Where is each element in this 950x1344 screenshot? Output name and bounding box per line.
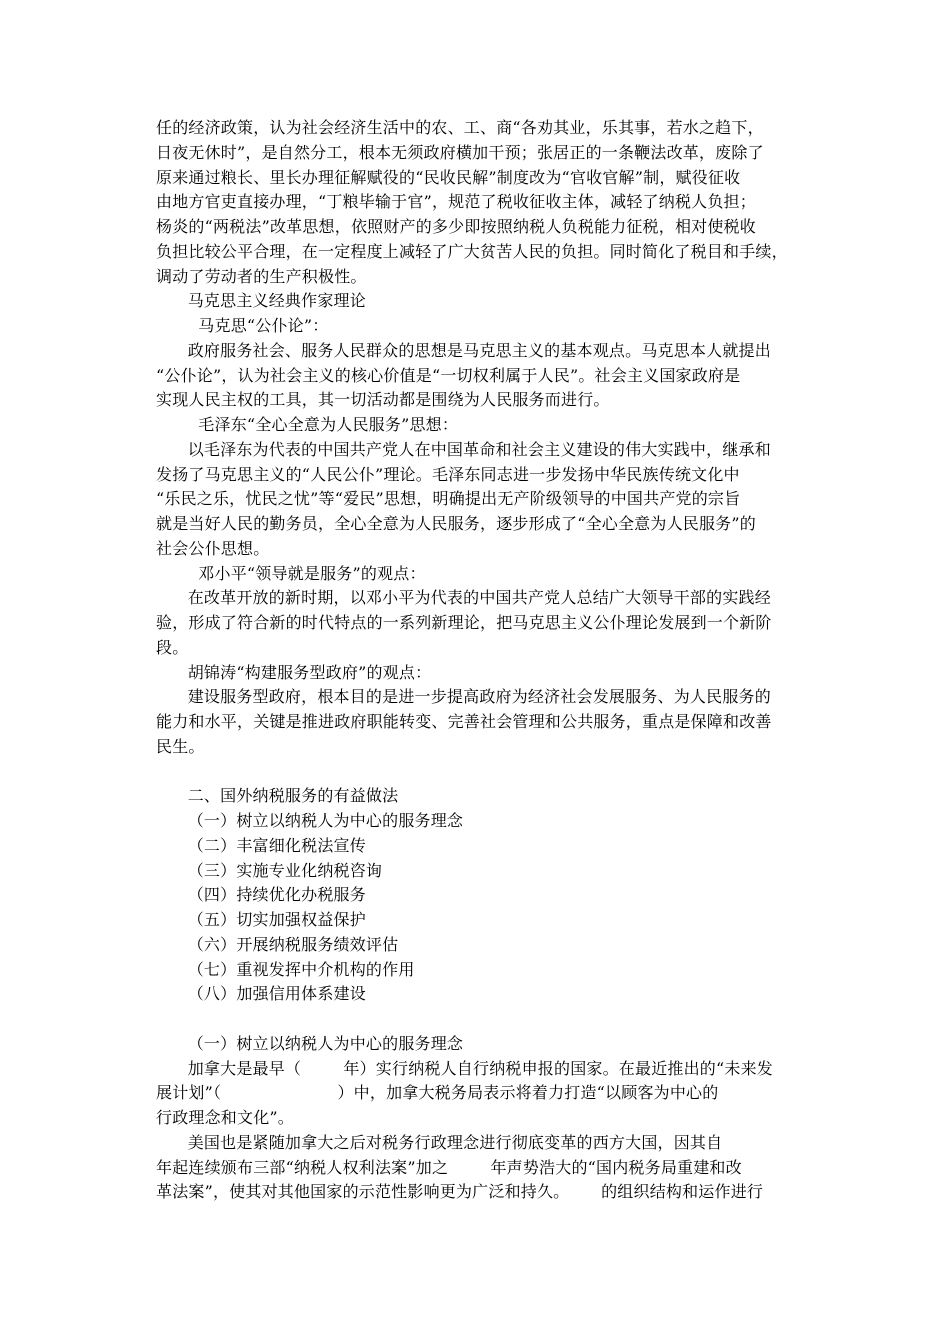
text-line: 调动了劳动者的生产积极性。 — [156, 266, 367, 286]
text-line: 任的经济政策，认为社会经济生活中的农、工、商“各劝其业，乐其事，若水之趋下， — [156, 118, 764, 137]
text-line: （四）持续优化办税服务 — [156, 885, 366, 905]
text-line: （三）实施专业化纳税咨询 — [156, 860, 383, 880]
text-line: （一）树立以纳税人为中心的服务理念 — [156, 1033, 464, 1053]
text-line: “乐民之乐，忧民之忧”等“爱民”思想，明确提出无产阶级领导的中国共产党的宗旨 — [156, 489, 741, 509]
text-line — [156, 1007, 796, 1031]
text-line: 实现人民主权的工具，其一切活动都是围绕为人民服务而进行。 — [156, 390, 610, 410]
text-line: “公仆论”，认为社会主义的核心价值是“一切权利属于人民”。社会主义国家政府是 — [156, 365, 741, 385]
text-line: 原来通过粮长、里长办理征解赋役的“民收民解”制度改为“官收官解”制，赋役征收 — [156, 167, 741, 187]
text-line: 就是当好人民的勤务员，全心全意为人民服务，逐步形成了“全心全意为人民服务”的 — [156, 514, 756, 533]
text-line: 年起连续颁布三部“纳税人权利法案”加之 年声势浩大的“国内税务局重建和改 — [156, 1157, 742, 1177]
text-line: 行政理念和文化”。 — [156, 1108, 294, 1127]
text-line: （六）开展纳税服务绩效评估 — [156, 934, 399, 954]
text-line: 负担比较公平合理，在一定程度上减轻了广大贫苦人民的负担。同时简化了税目和手续， — [156, 241, 788, 261]
text-line: 由地方官吏直接办理，“丁粮毕输于官”，规范了税收征收主体，减轻了纳税人负担； — [156, 192, 756, 212]
text-line: 二、国外纳税服务的有益做法 — [156, 786, 399, 806]
text-line: 加拿大是最早（ 年）实行纳税人自行纳税申报的国家。在最近推出的“未来发 — [156, 1058, 773, 1078]
text-line: 验，形成了符合新的时代特点的一系列新理论，把马克思主义公仆理论发展到一个新阶 — [156, 613, 772, 632]
text-line: 杨炎的“两税法”改革思想，依照财产的多少即按照纳税人负税能力征税，相对使税收 — [156, 217, 756, 236]
text-line: 马克思“公仆论”： — [156, 316, 329, 335]
text-line: （七）重视发挥中介机构的作用 — [156, 959, 415, 979]
text-line: 邓小平“领导就是服务”的观点： — [156, 563, 426, 583]
text-line: 马克思主义经典作家理论 — [156, 291, 366, 311]
text-line: 发扬了马克思主义的“人民公仆”理论。毛泽东同志进一步发扬中华民族传统文化中 — [156, 464, 740, 484]
text-line: 革法案”，使其对其他国家的示范性影响更为广泛和持久。 的组织结构和运作进行 — [156, 1182, 764, 1202]
text-line: 建设服务型政府，根本目的是进一步提高政府为经济社会发展服务、为人民服务的 — [156, 687, 771, 707]
text-line: 民生。 — [156, 736, 205, 756]
text-line: 胡锦涛“构建服务型政府”的观点： — [156, 662, 432, 682]
text-line: 以毛泽东为代表的中国共产党人在中国革命和社会主义建设的伟大实践中，继承和 — [156, 439, 771, 459]
text-line: 社会公仆思想。 — [156, 538, 270, 558]
text-line: （八）加强信用体系建设 — [156, 984, 366, 1004]
text-line: 能力和水平，关键是推进政府职能转变、完善社会管理和公共服务，重点是保障和改善 — [156, 712, 772, 731]
text-line: （二）丰富细化税法宣传 — [156, 835, 366, 855]
text-line: 政府服务社会、服务人民群众的思想是马克思主义的基本观点。马克思本人就提出 — [156, 340, 771, 360]
text-line: 毛泽东“全心全意为人民服务”思想： — [156, 415, 459, 434]
text-line: 段。 — [156, 637, 189, 657]
text-line — [156, 760, 796, 784]
text-line: （五）切实加强权益保护 — [156, 910, 366, 929]
text-line: 展计划”（ ）中，加拿大税务局表示将着力打造“以顾客为中心的 — [156, 1083, 719, 1103]
text-line: 在改革开放的新时期，以邓小平为代表的中国共产党人总结广大领导干部的实践经 — [156, 588, 771, 608]
text-line: 日夜无休时”，是自然分工，根本无须政府横加干预；张居正的一条鞭法改革，废除了 — [156, 142, 764, 162]
text-line: 美国也是紧随加拿大之后对税务行政理念进行彻底变革的西方大国，因其自 — [156, 1132, 723, 1152]
text-line: （一）树立以纳税人为中心的服务理念 — [156, 811, 464, 830]
